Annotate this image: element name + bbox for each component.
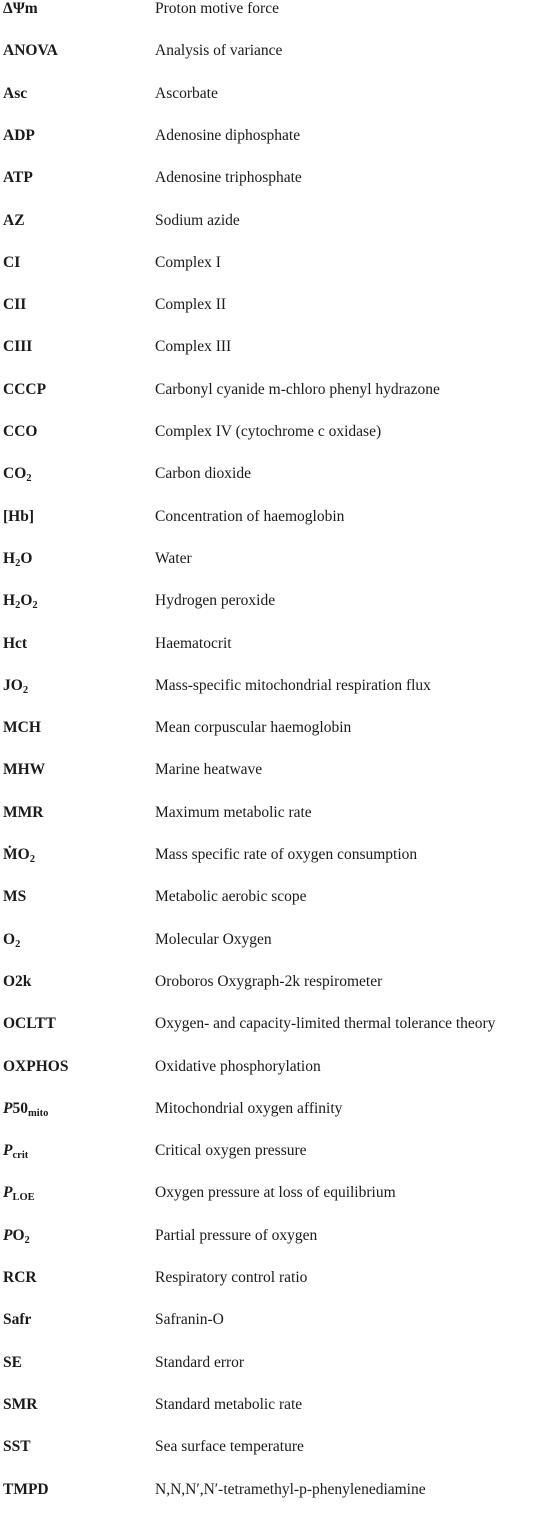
- abbreviation-row: [0, 1269, 558, 1311]
- abbreviation-definition: Hydrogen peroxide: [155, 592, 276, 610]
- abbreviation-row: [0, 423, 558, 465]
- abbreviation-definition: Critical oxygen pressure: [155, 1142, 307, 1160]
- abbreviation-row: [0, 254, 558, 296]
- term-italic-part: P: [3, 1099, 13, 1117]
- abbreviation-definition: Standard error: [155, 1353, 245, 1371]
- abbreviation-row: [0, 42, 558, 84]
- abbreviation-definition: Safranin-O: [155, 1311, 224, 1329]
- abbreviation-row: [0, 719, 558, 761]
- abbreviation-definition: Mean corpuscular haemoglobin: [155, 719, 352, 737]
- abbreviation-row: [0, 1142, 558, 1184]
- abbreviation-definition: Carbon dioxide: [155, 465, 251, 483]
- abbreviation-row: [0, 381, 558, 423]
- abbreviation-row: [0, 1311, 558, 1353]
- abbreviation-term: OXPHOS: [3, 1057, 69, 1075]
- abbreviation-definition: Sea surface temperature: [155, 1438, 304, 1456]
- abbreviation-row: [0, 761, 558, 803]
- abbreviation-definition: Adenosine triphosphate: [155, 169, 302, 187]
- abbreviation-term: CIII: [3, 338, 33, 356]
- abbreviation-term: CII: [3, 296, 27, 314]
- abbreviation-term: [3, 1184, 35, 1202]
- abbreviation-term: ΔΨm: [3, 0, 38, 17]
- term-part: O: [20, 592, 33, 610]
- abbreviation-term: ANOVA: [3, 42, 58, 60]
- abbreviation-definition: Maximum metabolic rate: [155, 803, 312, 821]
- abbreviation-definition: Carbonyl cyanide m-chloro phenyl hydrazone: [155, 380, 440, 398]
- abbreviation-term: SST: [3, 1438, 31, 1456]
- abbreviation-definition: Ascorbate: [155, 84, 218, 102]
- abbreviation-row: [0, 804, 558, 846]
- term-subscript: 2: [15, 558, 21, 570]
- abbreviation-term: ATP: [3, 169, 33, 187]
- abbreviation-term: O2k: [3, 972, 32, 990]
- term-part: CO: [3, 465, 27, 483]
- abbreviation-term: CCO: [3, 423, 38, 440]
- abbreviation-definition: Analysis of variance: [155, 42, 283, 60]
- term-part: 50: [12, 1099, 28, 1117]
- abbreviation-row: [0, 1227, 558, 1269]
- abbreviation-term: RCR: [3, 1269, 37, 1286]
- term-subscript: 2: [26, 473, 32, 485]
- term-subscript: 2: [29, 854, 35, 866]
- abbreviation-definition: Molecular Oxygen: [155, 930, 272, 948]
- term-part: H: [3, 592, 16, 610]
- abbreviation-term: [3, 677, 28, 695]
- abbreviation-definition: Complex IV (cytochrome c oxidase): [155, 423, 382, 440]
- abbreviation-term: [Hb]: [3, 507, 34, 525]
- abbreviation-term: [3, 1227, 30, 1245]
- abbreviation-definition: N,N,N′,N′-tetramethyl-p-phenylenediamine: [155, 1480, 426, 1498]
- abbreviation-term: MS: [3, 888, 27, 906]
- term-subscript: 2: [15, 600, 21, 612]
- abbreviation-definition: Water: [155, 549, 192, 567]
- abbreviation-term: SMR: [3, 1395, 38, 1413]
- abbreviation-definition: Oxygen- and capacity-limited thermal tolerance theory: [155, 1015, 496, 1033]
- abbreviation-definition: Haematocrit: [155, 634, 232, 652]
- term-part: O: [20, 549, 33, 567]
- abbreviation-term: Hct: [3, 634, 28, 652]
- abbreviation-term: [3, 592, 38, 610]
- term-subscript: 2: [15, 938, 21, 950]
- abbreviation-term: CI: [3, 253, 21, 271]
- term-italic-part: P: [3, 1142, 13, 1160]
- abbreviation-term: MHW: [3, 761, 46, 779]
- abbreviation-definition: Complex II: [155, 296, 227, 314]
- term-part: H: [3, 549, 16, 567]
- abbreviation-row: [0, 127, 558, 169]
- term-part: O: [3, 930, 16, 948]
- abbreviation-term: OCLTT: [3, 1015, 56, 1033]
- abbreviation-term: [3, 931, 20, 949]
- abbreviation-row: [0, 1100, 558, 1142]
- abbreviation-definition: Mitochondrial oxygen affinity: [155, 1099, 343, 1117]
- abbreviation-definition: Standard metabolic rate: [155, 1395, 303, 1413]
- abbreviation-term: AZ: [3, 211, 25, 229]
- abbreviation-term: [3, 465, 32, 483]
- abbreviation-row: [0, 973, 558, 1015]
- abbreviation-term: ADP: [3, 126, 35, 144]
- abbreviation-row: [0, 635, 558, 677]
- abbreviation-row: [0, 931, 558, 973]
- abbreviation-row: [0, 0, 558, 42]
- abbreviation-row: [0, 1396, 558, 1438]
- abbreviation-term: Safr: [3, 1311, 32, 1329]
- abbreviation-definition: Oxygen pressure at loss of equilibrium: [155, 1184, 396, 1202]
- abbreviation-definition: Complex I: [155, 253, 221, 271]
- term-part: O: [12, 1226, 25, 1244]
- abbreviation-row: [0, 338, 558, 380]
- abbreviation-definition: Partial pressure of oxygen: [155, 1226, 318, 1244]
- abbreviation-definition: Adenosine diphosphate: [155, 126, 301, 144]
- abbreviation-definition: Oroboros Oxygraph-2k respirometer: [155, 972, 383, 990]
- term-italic-part: P: [3, 1226, 13, 1244]
- term-subscript: crit: [12, 1150, 29, 1162]
- abbreviation-term: [3, 846, 35, 864]
- abbreviation-definition: Mass specific rate of oxygen consumption: [155, 846, 418, 863]
- abbreviation-definition: Concentration of haemoglobin: [155, 507, 345, 525]
- term-part: ṀO: [3, 846, 30, 863]
- abbreviation-definition: Proton motive force: [155, 0, 279, 17]
- abbreviation-row: [0, 85, 558, 127]
- abbreviation-row: [0, 508, 558, 550]
- abbreviation-row: [0, 465, 558, 507]
- abbreviation-term: [3, 1142, 28, 1160]
- abbreviation-term: MMR: [3, 803, 44, 821]
- abbreviation-row: [0, 592, 558, 634]
- abbreviation-row: [0, 296, 558, 338]
- abbreviation-row: [0, 1354, 558, 1396]
- term-subscript: 2: [24, 1234, 30, 1246]
- abbreviation-definition: Complex III: [155, 338, 232, 356]
- abbreviation-term: [3, 1100, 48, 1118]
- abbreviation-term: SE: [3, 1353, 22, 1371]
- term-subscript: 2: [32, 600, 38, 612]
- abbreviation-definition: Marine heatwave: [155, 761, 263, 779]
- abbreviation-row: [0, 888, 558, 930]
- abbreviation-definition: Sodium azide: [155, 211, 240, 229]
- abbreviation-row: [0, 212, 558, 254]
- term-italic-part: P: [3, 1184, 13, 1202]
- term-subscript: mito: [27, 1107, 49, 1119]
- abbreviation-row: [0, 1058, 558, 1100]
- abbreviation-definition: Metabolic aerobic scope: [155, 888, 307, 906]
- term-subscript: LOE: [12, 1192, 35, 1204]
- abbreviation-term: MCH: [3, 719, 41, 737]
- abbreviation-row: [0, 1438, 558, 1480]
- abbreviation-definition: Mass-specific mitochondrial respiration flux: [155, 676, 431, 694]
- abbreviation-row: [0, 1481, 558, 1523]
- abbreviation-term: Asc: [3, 84, 28, 102]
- abbreviation-row: [0, 169, 558, 211]
- abbreviation-row: [0, 550, 558, 592]
- abbreviation-definition: Respiratory control ratio: [155, 1269, 308, 1286]
- abbreviation-term: [3, 550, 32, 568]
- abbreviation-term: CCCP: [3, 380, 47, 398]
- abbreviation-term: TMPD: [3, 1480, 49, 1498]
- abbreviation-row: [0, 677, 558, 719]
- abbreviation-definition: Oxidative phosphorylation: [155, 1057, 321, 1075]
- term-subscript: 2: [22, 684, 29, 696]
- abbreviation-row: [0, 846, 558, 888]
- term-part: JO: [3, 676, 23, 694]
- abbreviation-row: [0, 1184, 558, 1226]
- abbreviation-row: [0, 1015, 558, 1057]
